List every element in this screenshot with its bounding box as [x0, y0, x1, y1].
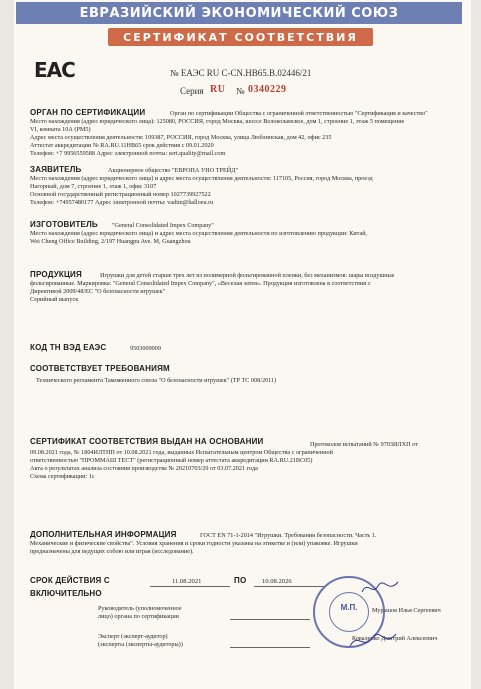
additional-heading: ДОПОЛНИТЕЛЬНАЯ ИНФОРМАЦИЯ [30, 530, 177, 539]
expert-signature [348, 628, 398, 652]
organ-line1: Орган по сертификации Общества с ограниченной ответственностью "Сертификация и качество" [170, 110, 428, 117]
head-name: Мурашов Илья Сергеевич [372, 607, 441, 614]
organ-heading: ОРГАН ПО СЕРТИФИКАЦИИ [30, 108, 146, 117]
additional-line2: Механические и физические свойства". Условия хранения и сроки годности указаны на этикетке и (или) упаковке. Игрушки [30, 540, 358, 547]
stamp-inner-ring [329, 592, 369, 632]
head-label-line2: лицо) органа по сертификации [98, 613, 179, 620]
expert-signature-line [230, 647, 310, 648]
organ-line4: Адрес места осуществления деятельности: 109387, РОССИЯ, город Москва, улица Люблинская, дом 42, офис 235 [30, 134, 332, 141]
product-line3: Директивой 2009/48/ЕС "О безопасности игрушек" [30, 288, 166, 295]
validity-from-underline [150, 586, 230, 587]
applicant-line1: Акционерное общество "ЕВРОПА УНО ТРЕЙД" [108, 167, 238, 174]
certificate-title: СЕРТИФИКАТ СООТВЕТСТВИЯ [108, 28, 373, 46]
validity-inclusive: ВКЛЮЧИТЕЛЬНО [30, 589, 102, 598]
tnved-value: 9503009909 [130, 345, 161, 352]
organ-line5: Аттестат аккредитации № RA.RU.11НВ65 срок действия с 09.01.2020 [30, 142, 214, 149]
applicant-line3: Нагорный, дом 7, строение 1, этаж 1, офис 3107 [30, 183, 157, 190]
basis-line4: Схема сертификации: 1с [30, 473, 95, 480]
head-label-line1: Руководитель (уполномоченное [98, 605, 182, 612]
additional-line1: ГОСТ EN 71-1-2014 "Игрушки. Требования безопасности. Часть 1. [200, 532, 377, 539]
manufacturer-line3: Wei Cheng Office Building, 2/197 Huangpu Ave. M, Guangzhou [30, 238, 191, 245]
stamp-mp-text: М.П. [340, 603, 358, 612]
series-label: Серия [180, 86, 204, 96]
series-number: 0340229 [248, 84, 287, 95]
eac-mark-logo: EAC [34, 58, 75, 82]
basis-line3: Акта о результатах анализа состояния производства № 20210703/29 от 03.07.2021 года [30, 465, 258, 472]
basis-line2: ответственностью "ПРОММАШ ТЕСТ" (регистрационный номер аттестата аккредитации RA.RU.21ВС05) [30, 457, 313, 464]
tnved-heading: КОД ТН ВЭД ЕАЭС [30, 343, 107, 352]
basis-line0: Протоколов испытаний № 9703ИЛХП от [310, 441, 418, 448]
expert-label-line2: (эксперты (эксперты-аудиторы)) [98, 641, 183, 648]
validity-to: 10.08.2026 [262, 578, 292, 585]
product-line2: фольгированные. Маркировка: "General Consolidated Impex Company", «Веселая затея». Продукция изготовлена в соответствии с [30, 280, 371, 287]
applicant-line5: Телефон: +74957480177 Адрес электронной почты: vadim@halloeu.ru [30, 199, 214, 206]
union-banner: ЕВРАЗИЙСКИЙ ЭКОНОМИЧЕСКИЙ СОЮЗ [16, 2, 462, 24]
expert-name: Коваленко Дмитрий Алексеевич [352, 635, 438, 642]
series-value: RU [210, 84, 226, 95]
applicant-line4: Основной государственный регистрационный номер 1027739927522 [30, 191, 211, 198]
manufacturer-line1: "General Consolidated Impex Company" [112, 222, 214, 229]
compliance-heading: СООТВЕТСТВУЕТ ТРЕБОВАНИЯМ [30, 364, 170, 373]
validity-to-label: ПО [234, 576, 247, 585]
registration-number: № ЕАЭС RU C-CN.НВ65.В.02446/21 [170, 68, 312, 78]
product-heading: ПРОДУКЦИЯ [30, 270, 82, 279]
series-number-label: № [236, 86, 245, 96]
head-signature [360, 578, 400, 598]
organ-line2: Место нахождения (адрес юридического лица): 125080, РОССИЯ, город Москва, шоссе Волоколамское, дом 1, строение 1, этаж 5 помещение [30, 118, 405, 125]
product-line1: Игрушки для детей старше трех лет из полимерной фольгированной пленки, без механизмов: шары воздушные [100, 272, 395, 279]
head-signature-line [230, 619, 310, 620]
basis-line1: 09.08.2021 года, № 1804ИЛТНП от 10.08.2021 года, выданных Испытательным центром Общества с ограниченной [30, 449, 333, 456]
validity-from: 11.08.2021 [172, 578, 202, 585]
additional-line3: предназначены для ведущих собою или играя (исследование). [30, 548, 194, 555]
compliance-line1: Технического регламента Таможенного союза "О безопасности игрушек" (ТР ТС 008/2011) [36, 377, 277, 384]
product-line4: Серийный выпуск [30, 296, 79, 303]
applicant-line2: Место нахождения (адрес юридического лица) и адрес места осуществления деятельности: 117105, Россия, город Москва, проезд [30, 175, 373, 182]
organ-line3: VI, комната 10А (РМ5) [30, 126, 91, 133]
expert-label-line1: Эксперт (эксперт-аудитор) [98, 633, 168, 640]
organ-line6: Телефон: +7 9956559588 Адрес электронной почты: sert.quality@mail.com [30, 150, 226, 157]
validity-heading: СРОК ДЕЙСТВИЯ С [30, 576, 110, 585]
manufacturer-line2: Место нахождения (адрес юридического лица) и адрес места осуществления деятельности по изготовлению продукции: Китай, [30, 230, 368, 237]
manufacturer-heading: ИЗГОТОВИТЕЛЬ [30, 220, 98, 229]
basis-heading: СЕРТИФИКАТ СООТВЕТСТВИЯ ВЫДАН НА ОСНОВАНИИ [30, 437, 264, 446]
validity-to-underline [254, 586, 324, 587]
applicant-heading: ЗАЯВИТЕЛЬ [30, 165, 82, 174]
